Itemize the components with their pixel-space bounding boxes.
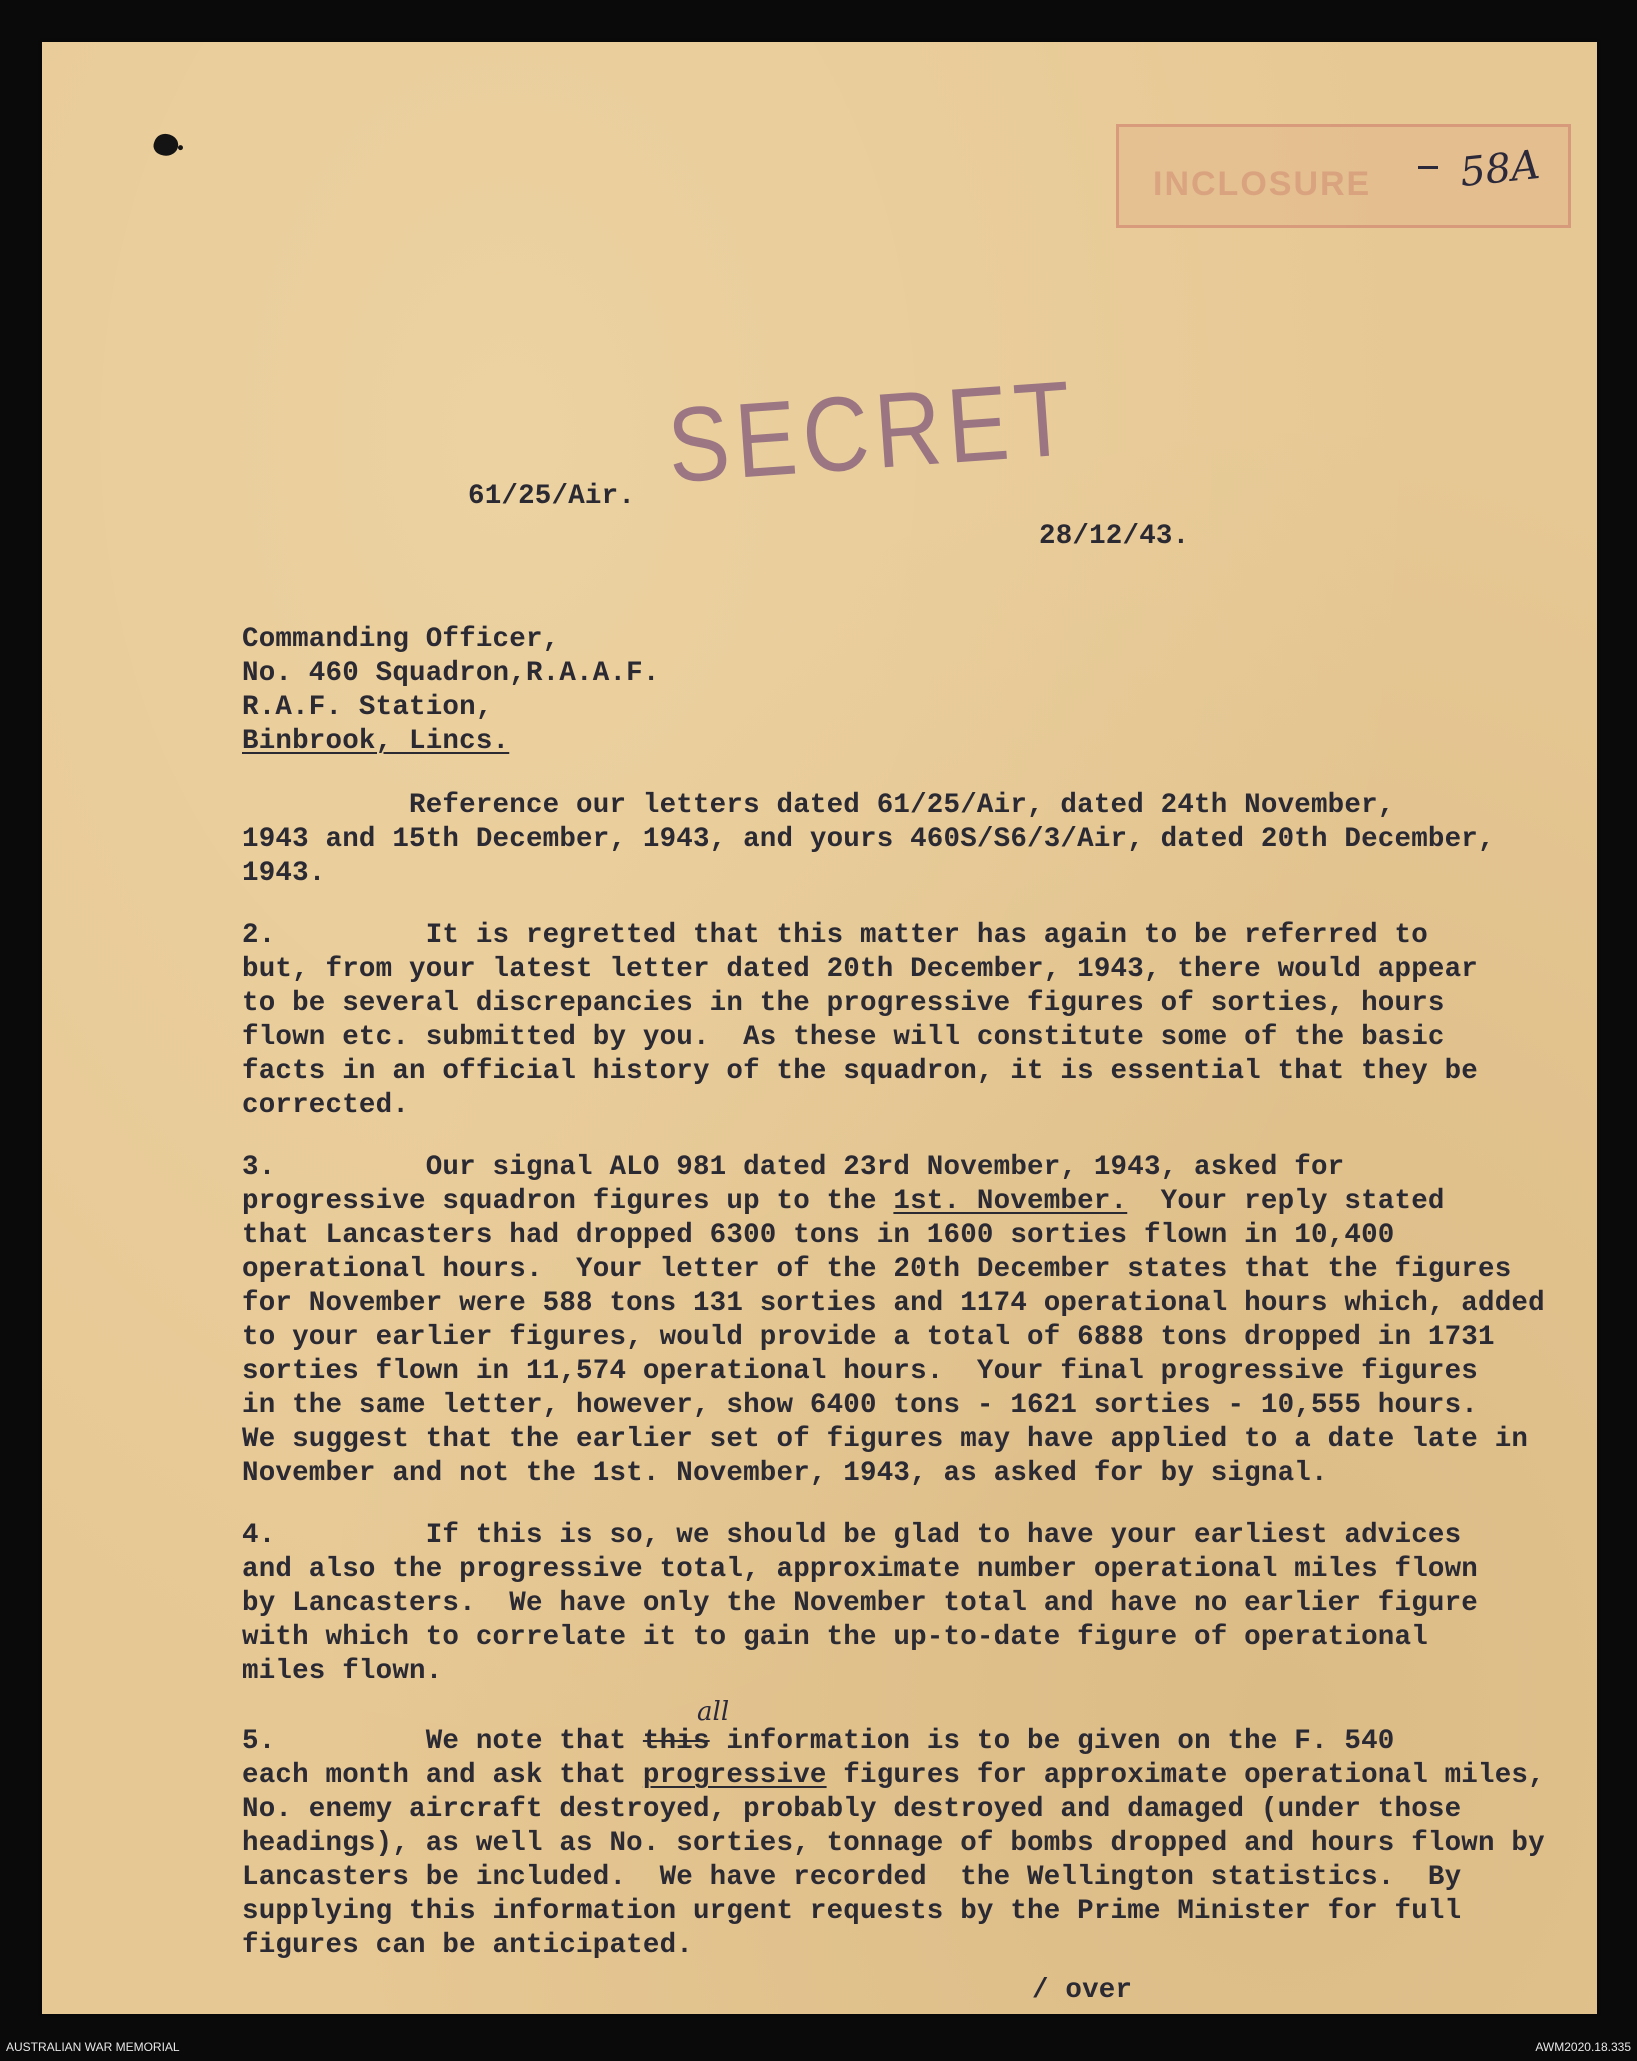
file-reference: 61/25/Air.: [468, 481, 636, 512]
text-line: for November were 588 tons 131 sorties and 1174 operational hours which, added: [242, 1288, 1545, 1319]
addressee-line: R.A.F. Station,: [242, 692, 493, 723]
text-line: and also the progressive total, approximate number operational miles flown: [242, 1554, 1478, 1585]
text-line: to your earlier figures, would provide a total of 6888 tons dropped in 1731: [242, 1322, 1495, 1353]
text-line: No. enemy aircraft destroyed, probably destroyed and damaged (under those: [242, 1794, 1462, 1825]
folio-number: 58A: [1457, 141, 1542, 197]
continuation-note: / over: [1032, 1975, 1133, 2006]
text-line: We suggest that the earlier set of figures may have applied to a date late in: [242, 1424, 1529, 1455]
footer-accession-number: AWM2020.18.335: [1535, 2040, 1631, 2054]
text-line: [242, 1759, 1545, 1793]
text-segment: each month and ask that: [242, 1760, 643, 1791]
addressee-line: No. 460 Squadron,R.A.A.F.: [242, 658, 660, 689]
underlined-date: 1st. November.: [893, 1186, 1128, 1217]
text-line: Reference our letters dated 61/25/Air, dated 24th November,: [242, 790, 1395, 821]
text-line: figures can be anticipated.: [242, 1930, 693, 1961]
text-line: in the same letter, however, show 6400 tons - 1621 sorties - 10,555 hours.: [242, 1390, 1478, 1421]
text-line: 1943 and 15th December, 1943, and yours 460S/S6/3/Air, dated 20th December,: [242, 824, 1495, 855]
secret-stamp: SECRET: [664, 359, 1081, 506]
addressee-line: Commanding Officer,: [242, 624, 560, 655]
ink-blot: [151, 131, 181, 160]
text-segment: information is to be given on the F. 540: [709, 1726, 1395, 1757]
text-line: 1943.: [242, 858, 326, 889]
text-line: 2. It is regretted that this matter has again to be referred to: [242, 920, 1428, 951]
text-line: November and not the 1st. November, 1943, as asked for by signal.: [242, 1458, 1328, 1489]
text-line: operational hours. Your letter of the 20th December states that the figures: [242, 1254, 1512, 1285]
addressee-line: Binbrook, Lincs.: [242, 726, 510, 757]
text-line: 4. If this is so, we should be glad to have your earliest advices: [242, 1520, 1462, 1551]
text-segment: progressive squadron figures up to the: [242, 1186, 894, 1217]
letter-date: 28/12/43.: [1039, 521, 1190, 552]
footer-archive-name: AUSTRALIAN WAR MEMORIAL: [6, 2040, 180, 2054]
text-line: sorties flown in 11,574 operational hours. Your final progressive figures: [242, 1356, 1478, 1387]
text-line: miles flown.: [242, 1656, 443, 1687]
text-line: supplying this information urgent requests by the Prime Minister for full: [242, 1896, 1462, 1927]
text-line: by Lancasters. We have only the November total and have no earlier figure: [242, 1588, 1478, 1619]
text-line: headings), as well as No. sorties, tonnage of bombs dropped and hours flown by: [242, 1828, 1545, 1859]
text-segment: figures for approximate operational miles,: [826, 1760, 1545, 1791]
struck-word: this: [642, 1726, 710, 1757]
text-line: Lancasters be included. We have recorded the Wellington statistics. By: [242, 1862, 1462, 1893]
text-line: flown etc. submitted by you. As these will constitute some of the basic: [242, 1022, 1445, 1053]
underlined-word: progressive: [642, 1760, 827, 1791]
folio-dash: [1418, 166, 1438, 169]
inclosure-stamp-text: INCLOSURE: [1153, 165, 1372, 203]
text-line: 3. Our signal ALO 981 dated 23rd November, 1943, asked for: [242, 1152, 1345, 1183]
text-line: that Lancasters had dropped 6300 tons in 1600 sorties flown in 10,400: [242, 1220, 1395, 1251]
text-line: facts in an official history of the squadron, it is essential that they be: [242, 1056, 1478, 1087]
text-line: to be several discrepancies in the progressive figures of sorties, hours: [242, 988, 1445, 1019]
text-line: corrected.: [242, 1090, 410, 1121]
text-segment: 5. We note that: [242, 1726, 643, 1757]
text-line: with which to correlate it to gain the up-to-date figure of operational: [242, 1622, 1428, 1653]
text-segment: Your reply stated: [1127, 1186, 1445, 1217]
text-line: but, from your latest letter dated 20th December, 1943, there would appear: [242, 954, 1478, 985]
letter-page: [42, 42, 1597, 2014]
text-line: [242, 1185, 1445, 1219]
handwritten-insertion: all: [697, 1697, 730, 1727]
text-line: [242, 1725, 1395, 1759]
